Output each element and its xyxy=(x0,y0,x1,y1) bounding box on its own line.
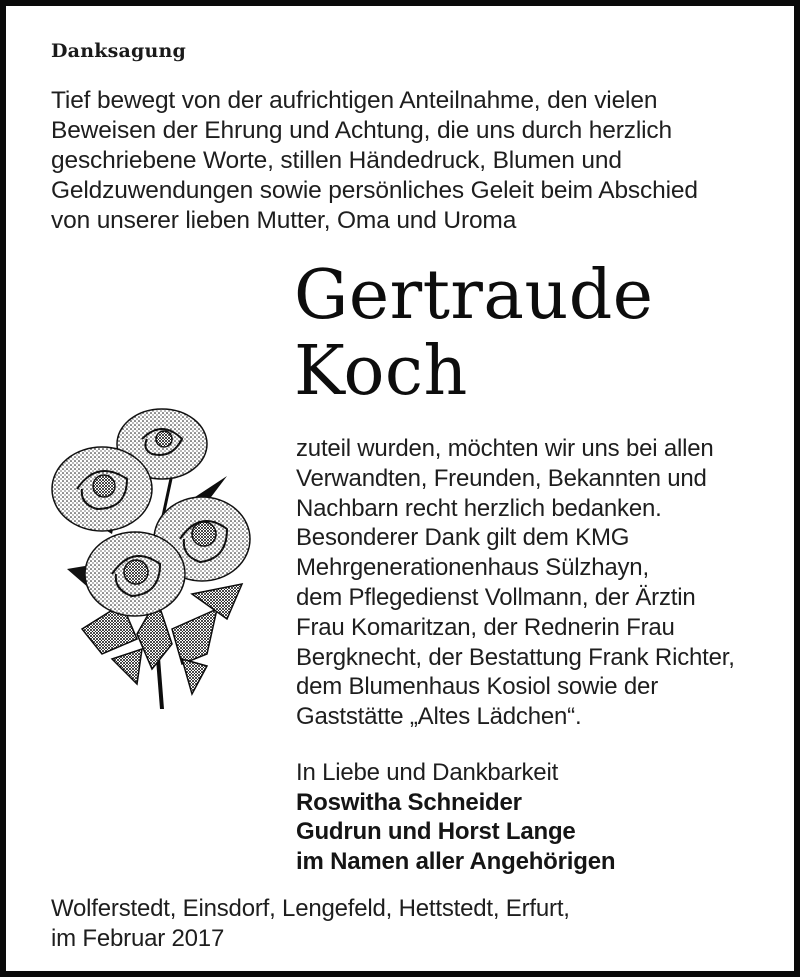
thanks-line: dem Blumenhaus Kosiol sowie der xyxy=(296,673,658,701)
thanks-line: dem Pflegedienst Vollmann, der Ärztin xyxy=(296,583,696,611)
deceased-first-name: Gertraude xyxy=(294,256,654,335)
thanks-line: Mehrgenerationenhaus Sülzhayn, xyxy=(296,554,649,582)
footer-date: im Februar 2017 xyxy=(51,925,225,952)
thanks-line: Nachbarn recht herzlich bedanken. xyxy=(296,494,662,522)
thanks-line: Frau Komaritzan, der Rednerin Frau xyxy=(296,613,675,641)
thanks-line: Gaststätte „Altes Lädchen“. xyxy=(296,703,582,731)
thanks-line: Bergknecht, der Bestattung Frank Richter, xyxy=(296,643,735,671)
thanks-line: Besonderer Dank gilt dem KMG xyxy=(296,524,630,552)
thanks-line: Verwandten, Freunden, Bekannten und xyxy=(296,464,707,492)
closing-block xyxy=(296,758,791,876)
closing-phrase: In Liebe und Dankbarkeit xyxy=(296,759,559,786)
intro-line: Tief bewegt von der aufrichtigen Anteilnahme, den vielen xyxy=(51,87,658,114)
footer-block xyxy=(51,894,791,954)
intro-line: von unserer lieben Mutter, Oma und Uroma xyxy=(51,207,517,234)
deceased-last-name: Koch xyxy=(294,332,468,411)
rose-bouquet-icon xyxy=(42,404,257,709)
intro-paragraph xyxy=(51,86,791,236)
intro-line: geschriebene Worte, stillen Händedruck, Blumen und xyxy=(51,147,622,174)
signatory: im Namen aller Angehörigen xyxy=(296,847,616,875)
footer-places: Wolferstedt, Einsdorf, Lengefeld, Hettstedt, Erfurt, xyxy=(51,895,570,922)
thanks-paragraph xyxy=(296,434,791,732)
signatory: Gudrun und Horst Lange xyxy=(296,818,576,845)
thanks-line: zuteil wurden, möchten wir uns bei allen xyxy=(296,435,714,462)
signatory: Roswitha Schneider xyxy=(296,788,522,816)
intro-line: Beweisen der Ehrung und Achtung, die uns durch herzlich xyxy=(51,117,672,144)
deceased-name xyxy=(294,258,654,410)
intro-line: Geldzuwendungen sowie persönliches Geleit beim Abschied xyxy=(51,177,698,204)
notice-heading: Danksagung xyxy=(51,40,186,62)
